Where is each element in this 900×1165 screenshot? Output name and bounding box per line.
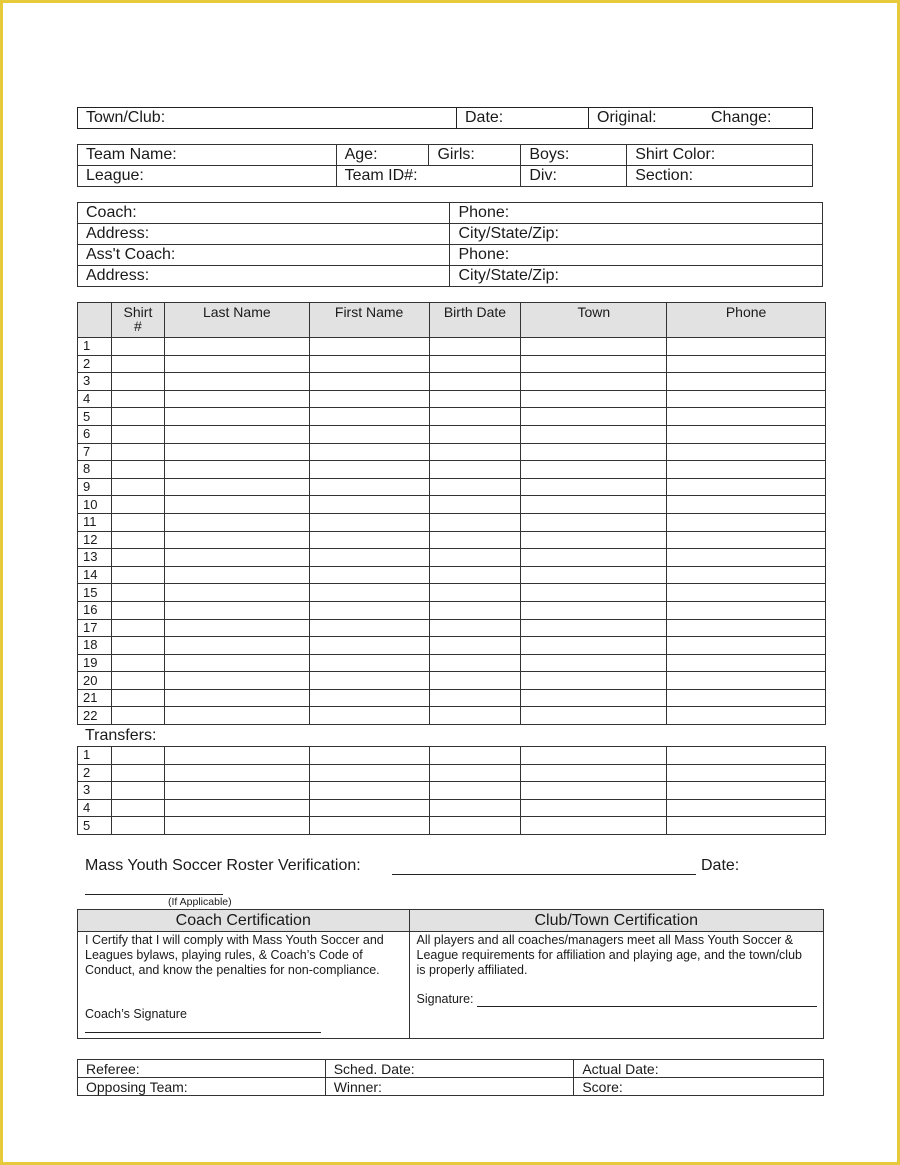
roster-row-number: 16 [78, 601, 112, 619]
verification-date-label: Date: [701, 857, 740, 874]
score-field[interactable]: Score: [574, 1078, 824, 1096]
roster-cell[interactable] [667, 566, 826, 584]
roster-cell[interactable] [309, 549, 429, 567]
transfer-cell[interactable] [309, 764, 429, 782]
roster-row [78, 654, 826, 672]
roster-cell[interactable] [164, 654, 309, 672]
transfer-cell[interactable] [667, 817, 826, 835]
roster-cell[interactable] [309, 601, 429, 619]
roster-cell[interactable] [521, 355, 667, 373]
roster-row [78, 531, 826, 549]
roster-cell[interactable] [521, 584, 667, 602]
shirt-color-field[interactable]: Shirt Color: [627, 145, 813, 166]
roster-cell[interactable] [309, 478, 429, 496]
roster-cell[interactable] [309, 355, 429, 373]
roster-cell[interactable] [429, 654, 521, 672]
roster-cell[interactable] [667, 496, 826, 514]
roster-cell[interactable] [429, 584, 521, 602]
transfer-cell[interactable] [164, 764, 309, 782]
transfer-cell[interactable] [429, 799, 521, 817]
asst-coach-phone-field[interactable]: Phone: [450, 245, 823, 266]
roster-cell[interactable] [521, 637, 667, 655]
roster-cell[interactable] [667, 408, 826, 426]
transfer-row [78, 817, 826, 835]
roster-cell[interactable] [667, 601, 826, 619]
roster-cell[interactable] [111, 619, 164, 637]
roster-cell[interactable] [429, 338, 521, 356]
transfer-cell[interactable] [164, 817, 309, 835]
transfer-cell[interactable] [309, 782, 429, 800]
transfer-row-number: 5 [78, 817, 112, 835]
roster-cell[interactable] [111, 338, 164, 356]
transfer-cell[interactable] [309, 799, 429, 817]
roster-row-number: 3 [78, 373, 112, 391]
roster-cell[interactable] [111, 584, 164, 602]
roster-cell[interactable] [111, 355, 164, 373]
roster-cell[interactable] [164, 355, 309, 373]
roster-cell[interactable] [429, 637, 521, 655]
roster-row-number: 5 [78, 408, 112, 426]
roster-cell[interactable] [429, 601, 521, 619]
coach-address-field[interactable]: Address: [78, 224, 450, 245]
transfer-cell[interactable] [667, 799, 826, 817]
club-cert-title: Club/Town Certification [409, 910, 823, 932]
roster-cell[interactable] [309, 408, 429, 426]
transfer-cell[interactable] [667, 764, 826, 782]
roster-cell[interactable] [111, 654, 164, 672]
coach-info-table [77, 202, 823, 287]
coach-city-field[interactable]: City/State/Zip: [450, 224, 823, 245]
boys-field[interactable]: Boys: [521, 145, 627, 166]
transfer-cell[interactable] [111, 747, 164, 765]
transfer-cell[interactable] [429, 764, 521, 782]
roster-cell[interactable] [309, 443, 429, 461]
club-signature-label: Signature: [416, 992, 474, 1006]
roster-cell[interactable] [667, 355, 826, 373]
roster-cell[interactable] [309, 689, 429, 707]
transfer-cell[interactable] [521, 747, 667, 765]
roster-row [78, 601, 826, 619]
roster-cell[interactable] [429, 566, 521, 584]
roster-cell[interactable] [429, 531, 521, 549]
roster-cell[interactable] [164, 601, 309, 619]
roster-cell[interactable] [309, 513, 429, 531]
referee-table [77, 1059, 824, 1096]
roster-cell[interactable] [429, 707, 521, 725]
roster-cell[interactable] [521, 373, 667, 391]
roster-cell[interactable] [667, 584, 826, 602]
roster-cell[interactable] [429, 672, 521, 690]
roster-cell[interactable] [667, 654, 826, 672]
section-field[interactable]: Section: [627, 166, 813, 187]
roster-cell[interactable] [667, 513, 826, 531]
roster-row-number: 21 [78, 689, 112, 707]
club-signature-line[interactable] [477, 1006, 817, 1007]
roster-cell[interactable] [164, 707, 309, 725]
roster-cell[interactable] [111, 425, 164, 443]
roster-cell[interactable] [111, 513, 164, 531]
roster-cell[interactable] [667, 443, 826, 461]
roster-cell[interactable] [667, 338, 826, 356]
age-field[interactable]: Age: [336, 145, 429, 166]
roster-cell[interactable] [111, 390, 164, 408]
roster-row [78, 672, 826, 690]
roster-cell[interactable] [309, 654, 429, 672]
transfers-label: Transfers: [85, 727, 157, 744]
referee-field[interactable]: Referee: [78, 1060, 326, 1078]
transfer-row [78, 747, 826, 765]
roster-cell[interactable] [111, 549, 164, 567]
roster-cell[interactable] [521, 549, 667, 567]
roster-cell[interactable] [429, 478, 521, 496]
roster-row [78, 584, 826, 602]
actual-date-field[interactable]: Actual Date: [574, 1060, 824, 1078]
transfer-row [78, 799, 826, 817]
roster-cell[interactable] [164, 637, 309, 655]
roster-cell[interactable] [667, 619, 826, 637]
roster-cell[interactable] [429, 513, 521, 531]
roster-cell[interactable] [164, 408, 309, 426]
roster-cell[interactable] [164, 443, 309, 461]
transfer-cell[interactable] [521, 799, 667, 817]
roster-cell[interactable] [521, 390, 667, 408]
roster-row [78, 443, 826, 461]
roster-cell[interactable] [521, 566, 667, 584]
roster-cell[interactable] [309, 619, 429, 637]
transfer-cell[interactable] [667, 782, 826, 800]
roster-row-number: 14 [78, 566, 112, 584]
roster-cell[interactable] [164, 338, 309, 356]
change-field[interactable]: Change: [711, 109, 772, 126]
roster-cell[interactable] [521, 654, 667, 672]
roster-cell[interactable] [164, 566, 309, 584]
roster-cell[interactable] [667, 425, 826, 443]
roster-cell[interactable] [667, 707, 826, 725]
roster-row [78, 425, 826, 443]
col-birth-date: Birth Date [429, 303, 521, 338]
transfer-cell[interactable] [111, 764, 164, 782]
club-cert-cell [409, 932, 823, 1039]
roster-row-number: 19 [78, 654, 112, 672]
transfer-cell[interactable] [429, 747, 521, 765]
roster-cell[interactable] [521, 672, 667, 690]
transfer-row [78, 782, 826, 800]
roster-cell[interactable] [111, 707, 164, 725]
roster-cell[interactable] [164, 619, 309, 637]
roster-cell[interactable] [667, 531, 826, 549]
roster-cell[interactable] [667, 390, 826, 408]
roster-cell[interactable] [111, 601, 164, 619]
roster-cell[interactable] [521, 478, 667, 496]
roster-cell[interactable] [521, 531, 667, 549]
transfer-cell[interactable] [521, 764, 667, 782]
roster-cell[interactable] [309, 425, 429, 443]
roster-cell[interactable] [111, 637, 164, 655]
town-club-field[interactable]: Town/Club: [86, 109, 166, 126]
team-id-field[interactable]: Team ID#: [336, 166, 521, 187]
transfer-cell[interactable] [309, 817, 429, 835]
roster-row-number: 2 [78, 355, 112, 373]
roster-cell[interactable] [521, 338, 667, 356]
roster-cell[interactable] [164, 373, 309, 391]
roster-cell[interactable] [667, 478, 826, 496]
roster-cell[interactable] [309, 707, 429, 725]
roster-cell[interactable] [111, 689, 164, 707]
roster-row-number: 22 [78, 707, 112, 725]
roster-row [78, 637, 826, 655]
roster-cell[interactable] [667, 549, 826, 567]
roster-row [78, 566, 826, 584]
roster-cell[interactable] [111, 478, 164, 496]
coach-signature-line[interactable] [85, 1032, 321, 1033]
roster-cell[interactable] [429, 619, 521, 637]
col-first-name: First Name [309, 303, 429, 338]
roster-row [78, 373, 826, 391]
coach-cert-text: I Certify that I will comply with Mass Youth Soccer and Leagues bylaws, playing rules, & Coach’s Code of Conduct, and know the penalties for non-compliance. [85, 933, 384, 977]
roster-cell[interactable] [521, 496, 667, 514]
roster-cell[interactable] [164, 425, 309, 443]
transfer-cell[interactable] [111, 817, 164, 835]
date-cell [456, 108, 588, 128]
roster-cell[interactable] [429, 549, 521, 567]
roster-cell[interactable] [521, 619, 667, 637]
asst-coach-address-field[interactable]: Address: [78, 266, 450, 287]
roster-row-number: 10 [78, 496, 112, 514]
roster-cell[interactable] [429, 443, 521, 461]
roster-cell[interactable] [164, 496, 309, 514]
roster-cell[interactable] [164, 672, 309, 690]
roster-cell[interactable] [667, 461, 826, 479]
roster-cell[interactable] [309, 531, 429, 549]
roster-cell[interactable] [429, 425, 521, 443]
roster-cell[interactable] [521, 425, 667, 443]
coach-field[interactable]: Coach: [78, 203, 450, 224]
roster-cell[interactable] [111, 496, 164, 514]
col-number [78, 303, 112, 338]
league-field[interactable]: League: [78, 166, 337, 187]
transfer-row-number: 2 [78, 764, 112, 782]
roster-cell[interactable] [667, 672, 826, 690]
transfer-cell[interactable] [429, 817, 521, 835]
winner-field[interactable]: Winner: [325, 1078, 574, 1096]
col-town: Town [521, 303, 667, 338]
roster-cell[interactable] [521, 408, 667, 426]
roster-cell[interactable] [309, 390, 429, 408]
coach-cert-cell [78, 932, 410, 1039]
transfer-cell[interactable] [667, 747, 826, 765]
opposing-team-field[interactable]: Opposing Team: [78, 1078, 326, 1096]
roster-cell[interactable] [309, 637, 429, 655]
col-shirt-label: Shirt # [123, 304, 153, 334]
transfer-row-number: 3 [78, 782, 112, 800]
original-change-cell [588, 108, 814, 128]
asst-coach-field[interactable]: Ass't Coach: [78, 245, 450, 266]
roster-cell[interactable] [521, 443, 667, 461]
roster-cell[interactable] [429, 496, 521, 514]
roster-cell[interactable] [429, 355, 521, 373]
if-applicable-note: (If Applicable) [168, 896, 232, 908]
transfer-cell[interactable] [164, 747, 309, 765]
div-field[interactable]: Div: [521, 166, 627, 187]
roster-cell[interactable] [521, 689, 667, 707]
roster-cell[interactable] [164, 531, 309, 549]
roster-cell[interactable] [667, 637, 826, 655]
roster-row [78, 478, 826, 496]
roster-header-row [78, 303, 826, 338]
roster-cell[interactable] [667, 373, 826, 391]
roster-cell[interactable] [667, 689, 826, 707]
roster-row-number: 15 [78, 584, 112, 602]
roster-row-number: 1 [78, 338, 112, 356]
original-field[interactable]: Original: [597, 109, 657, 126]
roster-cell[interactable] [164, 390, 309, 408]
transfer-row-number: 1 [78, 747, 112, 765]
team-name-field[interactable]: Team Name: [78, 145, 337, 166]
roster-cell[interactable] [111, 531, 164, 549]
roster-cell[interactable] [521, 707, 667, 725]
club-cert-text: All players and all coaches/managers meet all Mass Youth Soccer & League requirements for affiliation and playing age, and the town/club is properly affiliated. [416, 933, 802, 977]
roster-cell[interactable] [429, 390, 521, 408]
roster-row [78, 390, 826, 408]
transfer-cell[interactable] [309, 747, 429, 765]
roster-table [77, 302, 826, 725]
verification-label: Mass Youth Soccer Roster Verification: [85, 857, 361, 874]
roster-row-number: 13 [78, 549, 112, 567]
roster-cell[interactable] [164, 461, 309, 479]
roster-row [78, 549, 826, 567]
transfer-row [78, 764, 826, 782]
roster-row [78, 619, 826, 637]
roster-cell[interactable] [521, 461, 667, 479]
roster-cell[interactable] [111, 461, 164, 479]
team-info-table [77, 144, 813, 187]
roster-cell[interactable] [309, 461, 429, 479]
transfer-cell[interactable] [429, 782, 521, 800]
coach-cert-title: Coach Certification [78, 910, 410, 932]
roster-row [78, 496, 826, 514]
roster-cell[interactable] [429, 461, 521, 479]
roster-row-number: 9 [78, 478, 112, 496]
transfer-cell[interactable] [111, 782, 164, 800]
roster-cell[interactable] [429, 373, 521, 391]
roster-row [78, 355, 826, 373]
verification-signature-line[interactable] [392, 874, 696, 875]
roster-cell[interactable] [521, 601, 667, 619]
roster-cell[interactable] [309, 496, 429, 514]
roster-cell[interactable] [164, 478, 309, 496]
roster-cell[interactable] [309, 338, 429, 356]
roster-cell[interactable] [309, 566, 429, 584]
roster-row-number: 11 [78, 513, 112, 531]
roster-row [78, 461, 826, 479]
col-last-name: Last Name [164, 303, 309, 338]
roster-row-number: 12 [78, 531, 112, 549]
roster-row [78, 707, 826, 725]
roster-row [78, 408, 826, 426]
roster-cell[interactable] [309, 373, 429, 391]
date-field[interactable]: Date: [465, 109, 504, 126]
roster-cell[interactable] [111, 443, 164, 461]
roster-row-number: 6 [78, 425, 112, 443]
roster-cell[interactable] [111, 408, 164, 426]
col-phone: Phone [667, 303, 826, 338]
roster-row-number: 4 [78, 390, 112, 408]
header-row [77, 107, 813, 129]
transfer-row-number: 4 [78, 799, 112, 817]
roster-cell[interactable] [429, 408, 521, 426]
transfer-cell[interactable] [164, 799, 309, 817]
roster-cell[interactable] [111, 566, 164, 584]
roster-cell[interactable] [429, 689, 521, 707]
roster-row-number: 18 [78, 637, 112, 655]
roster-cell[interactable] [164, 549, 309, 567]
transfers-table [77, 746, 826, 835]
asst-coach-city-field[interactable]: City/State/Zip: [450, 266, 823, 287]
roster-row [78, 689, 826, 707]
roster-cell[interactable] [164, 513, 309, 531]
girls-field[interactable]: Girls: [429, 145, 521, 166]
roster-cell[interactable] [111, 672, 164, 690]
transfer-cell[interactable] [521, 817, 667, 835]
col-shirt [111, 303, 164, 338]
roster-cell[interactable] [111, 373, 164, 391]
roster-row-number: 8 [78, 461, 112, 479]
roster-row [78, 338, 826, 356]
roster-row [78, 513, 826, 531]
coach-phone-field[interactable]: Phone: [450, 203, 823, 224]
roster-row-number: 7 [78, 443, 112, 461]
transfer-cell[interactable] [111, 799, 164, 817]
roster-cell[interactable] [521, 513, 667, 531]
sched-date-field[interactable]: Sched. Date: [325, 1060, 574, 1078]
roster-cell[interactable] [309, 672, 429, 690]
roster-cell[interactable] [164, 689, 309, 707]
roster-row-number: 17 [78, 619, 112, 637]
roster-cell[interactable] [164, 584, 309, 602]
roster-row-number: 20 [78, 672, 112, 690]
coach-signature-label: Coach’s Signature [85, 1007, 187, 1021]
verification-date-line[interactable] [85, 894, 223, 895]
transfer-cell[interactable] [521, 782, 667, 800]
certification-table [77, 909, 824, 1039]
transfer-cell[interactable] [164, 782, 309, 800]
roster-cell[interactable] [309, 584, 429, 602]
